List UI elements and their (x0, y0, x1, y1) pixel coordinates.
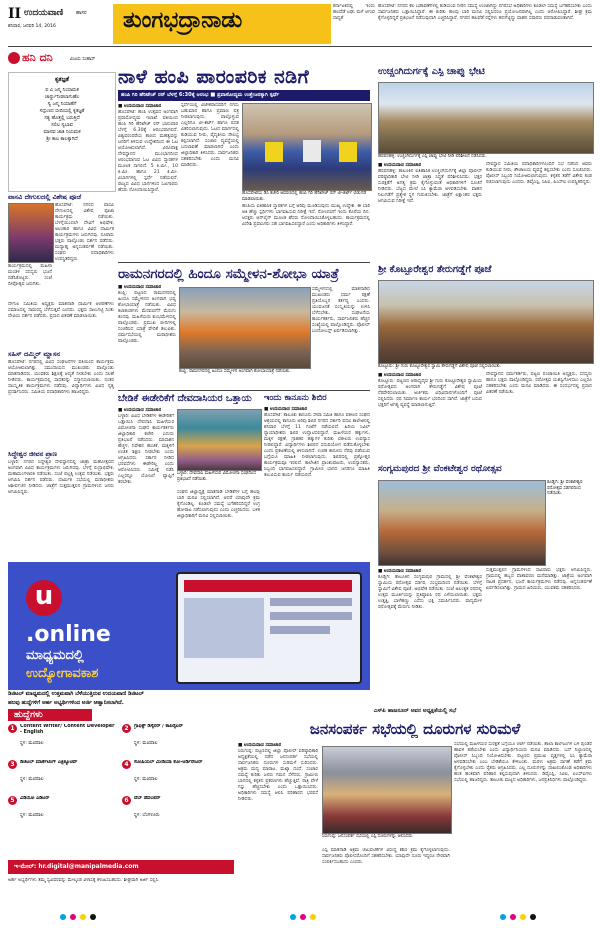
job-item[interactable] (122, 724, 242, 752)
poem-box-label: ಕೃತಜ್ಞತೆ (55, 76, 69, 83)
job-place: ಸ್ಥಳ: ಮಣಿಪಾಲ (20, 813, 44, 818)
ramnagar-photo (179, 287, 311, 369)
ramnagar-headline: ರಾಮನಗರದಲ್ಲಿ ಹಿಂದೂ ಸಮ್ಮೇಳನ-ಶೋಭಾ ಯಾತ್ರೆ (118, 266, 339, 282)
hampi-byline: ■ ಉದಯವಾಣಿ ಸಮಾಚಾರ (118, 104, 162, 109)
story-two-headline: ಸಹಿಸ್ ದಮ್ಮಿರ್ ಮ್ಹಾಸನ (8, 350, 61, 358)
uchangi-headline: ಉಚ್ಚಂಗಿದುರ್ಗಕ್ಕೆ ಎಸ್ಪಿ ಚಾಪ್ನು ಭೇಟಿ (378, 66, 485, 77)
job-item[interactable] (8, 760, 118, 788)
job-place: ಸ್ಥಳ: ಮಣಿಪಾಲ (20, 777, 44, 782)
ad-jobs-title: ಹುದ್ದೆಗಳು (14, 710, 43, 720)
kanoonu-headline: ಇಂದು ಕಾನೂನು ಶಿಬಿರ (264, 393, 327, 403)
ad-tagline: ಡಿಜಿಟಲ್ ಮಾಧ್ಯಮದಲ್ಲಿ ಉತ್ತಮವಾಗಿ ಬೆಳೆಯುತ್ತಿರುವ ಉದಯವಾಣಿ ಡಿಜಿಟಲ್ (8, 691, 144, 697)
feature-author: ವಿಜಯ ಸುಹಾಸ್ (70, 57, 96, 62)
sanyamapura-byline: ■ ಉದಯವಾಣಿ ಸಮಾಚಾರ (378, 569, 422, 574)
janasampark-byline: ■ ಉದಯವಾಣಿ ಸಮಾಚಾರ (238, 743, 282, 748)
kanoonu-byline: ■ ಉದಯವಾಣಿ ಸಮಾಚಾರ (264, 407, 308, 412)
uchangi-body-col1: ಹರಪನಹಳ್ಳಿ: ತಾಲೂಕಿನ ಐತಿಹಾಸಿಕ ಉಚ್ಚಂಗಿದುರ್ಗಕ್ಕೆ ಜಿಲ್ಲಾ ಪೊಲೀಸ್ ವರಿಷ್ಠಾಧಿಕಾರಿ ಭೇಟಿ ನೀಡಿ ಜಾತ್ರಾ ಸಿದ್ಧತೆ ಪರಿಶೀಲಿಸಿದರು. ಭಕ್ತರ ಸುರಕ್ಷತೆಗೆ ಅಗತ್ಯ ಕ್ರಮ ಕೈಗೊಳ್ಳುವಂತೆ ಅಧಿಕಾರಿಗಳಿಗೆ ಸೂಚನೆ ನೀಡಿದರು. ಬೆಟ್ಟದ ಮೇಲೆ ಸಿಸಿ ಕ್ಯಾಮೆರಾ ಅಳವಡಿಸಬೇಕು. ವಾಹನ ನಿಲುಗಡೆಗೆ ಪ್ರತ್ಯೇಕ ಸ್ಥಳ ಗುರುತಿಸಬೇಕು. ಜಾತ್ರೆಗೆ ಲಕ್ಷಾಂತರ ಭಕ್ತರು ಆಗಮಿಸುವ ನಿರೀಕ್ಷೆ ಇದೆ. (378, 169, 482, 204)
ad-fineprint: ಅರ್ಹ ಅಭ್ಯರ್ಥಿಗಳು ತಮ್ಮ ಸ್ವವಿವರವನ್ನು ಮೇಲ್ಕಂಡ ವಿಳಾಸಕ್ಕೆ ಕಳುಹಿಸಬಹುದು. ಶೀಘ್ರವಾಗಿ ಅರ್ಜಿ ಸಲ್ಲಿಸಿ. (8, 878, 160, 883)
hampi-headline: ನಾಳೆ ಹಂಪಿ ಪಾರಂಪರಿಕ ನಡಿಗೆ (118, 66, 310, 88)
ad-line-madhyama: ಮಾಧ್ಯಮದಲ್ಲಿ (26, 648, 84, 663)
story-three-headline: ಸಿದ್ಧೇಶ್ವರ ಜೀವನ ಪ್ರಾಣ (8, 450, 58, 458)
job-number: 2 (122, 724, 131, 733)
ad-monitor-line (270, 598, 352, 606)
hampi-body-col1: ಹೊಸಪೇಟೆ: ಹಂಪಿ ಉತ್ಸವದ ಅಂಗವಾಗಿ ಪ್ರವಾಸೋದ್ಯಮ ಇಲಾಖೆ ವತಿಯಿಂದ ಹಂಪಿ ಗಿರಿ ಹೆರಿಟೇಜ್ ರನ್ ಭಾನುವಾರ ಬೆಳಗ್ಗೆ 6.30ಕ್ಕೆ ಆರಂಭವಾಗಲಿದೆ. ವಿಶ್ವಪರಂಪರೆಯ ತಾಣದ ಮಹತ್ವವನ್ನು ಜನರಿಗೆ ತಿಳಿಸುವ ಉದ್ದೇಶದಿಂದ ಈ ಓಟ ಆಯೋಜಿಸಲಾಗಿದೆ. ವಿರೂಪಾಕ್ಷ ದೇವಸ್ಥಾನದ ಮುಂಭಾಗದಿಂದ ಆರಂಭವಾಗುವ ಓಟ ವಿವಿಧ ಸ್ಮಾರಕಗಳ ಮೂಲಕ ಸಾಗಲಿದೆ. 5 ಕಿ.ಮೀ., 10 ಕಿ.ಮೀ. ಹಾಗೂ 21 ಕಿ.ಮೀ. ವಿಭಾಗಗಳಲ್ಲಿ ಸ್ಪರ್ಧೆ ನಡೆಯಲಿದೆ. ರಾಜ್ಯದ ವಿವಿಧ ಭಾಗಗಳಿಂದ ಓಟಗಾರರು ಹೆಸರು ನೋಂದಾಯಿಸಿದ್ದಾರೆ. (118, 110, 178, 193)
temple-photo (8, 203, 54, 263)
story-two-body: ಹೊಸಪೇಟೆ: ನಗರದಲ್ಲಿ ವಿವಿಧ ಸಂಘಟನೆಗಳ ವತಿಯಿಂದ ಕಾರ್ಯಕ್ರಮ ಆಯೋಜಿಸಲಾಗಿತ್ತು. ಸಮುದಾಯದ ಮುಖಂಡರು ಪಾಲ್ಗೊಂಡು ಮಾತನಾಡಿದರು. ಯುವಕರು ಶಿಕ್ಷಣಕ್ಕೆ ಆದ್ಯತೆ ನೀಡಬೇಕು ಎಂದು ಸಲಹೆ ನೀಡಿದರು. ಕಾರ್ಯಕ್ರಮದಲ್ಲಿ ಸಾಧಕರನ್ನು ಸನ್ಮಾನಿಸಲಾಯಿತು. ನಂತರ ಸಾಂಸ್ಕೃತಿಕ ಕಾರ್ಯಕ್ರಮಗಳು ನಡೆದವು. ವಿದ್ಯಾರ್ಥಿಗಳು ವಿವಿಧ ನೃತ್ಯ ಪ್ರದರ್ಶಿಸಿದರು. ಸಮಿತಿಯ ಪದಾಧಿಕಾರಿಗಳು ಹಾಜರಿದ್ದರು. (8, 360, 114, 395)
magenta-dot-icon (70, 914, 76, 920)
magenta-dot-icon-3 (510, 914, 516, 920)
hampi-subhead-band (118, 90, 370, 101)
ramnagar-body-col2: ಸಮ್ಮೇಳನದಲ್ಲಿ ಮಾತನಾಡಿದ ಮುಖಂಡರು ಧರ್ಮ ರಕ್ಷಣೆ ಪ್ರತಿಯೊಬ್ಬರ ಕರ್ತವ್ಯ ಎಂದರು. ಯುವಜನತೆ ಸಂಸ್ಕೃತಿಯನ್ನು ಉಳಿಸಿ ಬೆಳೆಸಬೇಕು. ಸಂಘಟನೆಯ ಕಾರ್ಯಕರ್ತರು, ಸಾರ್ವಜನಿಕರು ಹೆಚ್ಚಿನ ಸಂಖ್ಯೆಯಲ್ಲಿ ಪಾಲ್ಗೊಂಡಿದ್ದರು. ಪೊಲೀಸ್ ಬಂದೋಬಸ್ತ್ ಏರ್ಪಡಿಸಲಾಗಿತ್ತು. (312, 287, 370, 334)
sanyamapura-body-col2: ಸುತ್ತಮುತ್ತಲಿನ ಗ್ರಾಮಗಳಿಂದ ಸಾವಿರಾರು ಭಕ್ತರು ಆಗಮಿಸಿದ್ದರು. ಗ್ರಾಮದಲ್ಲಿ ಹಬ್ಬದ ವಾತಾವರಣ ಮನೆಮಾಡಿತ್ತು. ಜಾತ್ರೆಯ ಅಂಗವಾಗಿ ನಾಟಕ ಪ್ರದರ್ಶನ, ಭಜನೆ ಕಾರ್ಯಕ್ರಮಗಳು ನಡೆದವು. ಅನ್ನಸಂತರ್ಪಣೆ ಏರ್ಪಡಿಸಲಾಗಿತ್ತು. ಗ್ರಾಮದ ಹಿರಿಯರು, ಯುವಕರು ಸಹಕರಿಸಿದರು. (486, 568, 592, 591)
ad-monitor-header (184, 580, 352, 592)
story-vasavi-body-2: ಕಾರ್ಯಕ್ರಮದಲ್ಲಿ ಮಹಿಳಾ ಮಂಡಳಿ ಸದಸ್ಯರು ಭಜನೆ ನಡೆಸಿಕೊಟ್ಟರು. ಸಂಜೆ ದೀಪೋತ್ಸವ ಜರುಗಿತು. (8, 264, 52, 287)
job-number: 5 (8, 796, 17, 805)
feature-title: ಹನಿ ದನಿ (22, 51, 53, 64)
masthead-weather: ಕರ್ನಾಟಕದಲ್ಲಿ ಇಂದು ಹಲವೆಡೆ ಲಘು ಮಳೆ ಆಗುವ ಸಾಧ್ಯತೆ (333, 4, 375, 21)
ad-line-online: .online (26, 622, 111, 647)
hampi-photo (242, 103, 372, 191)
bedike-body-col2: ಸಂಘದ ಜಿಲ್ಲಾಧ್ಯಕ್ಷೆ ಮಾತನಾಡಿ ಬೇಡಿಕೆಗಳ ಬಗ್ಗೆ ಹಲವು ಬಾರಿ ಮನವಿ ಸಲ್ಲಿಸಲಾಗಿದೆ. ಆದರೆ ಯಾವುದೇ ಕ್ರಮ ಕೈಗೊಂಡಿಲ್ಲ. ಕೂಡಲೇ ಸಮಸ್ಯೆ ಬಗೆಹರಿಸದಿದ್ದರೆ ಉಗ್ರ ಹೋರಾಟ ನಡೆಸಲಾಗುವುದು ಎಂದು ಎಚ್ಚರಿಸಿದರು. ಬಳಿಕ ಜಿಲ್ಲಾಧಿಕಾರಿಗೆ ಮನವಿ ಸಲ್ಲಿಸಲಾಯಿತು. (177, 490, 260, 519)
tshirt-yellow-icon (265, 142, 283, 162)
ad-email-band[interactable] (8, 860, 234, 874)
job-number: 1 (8, 724, 17, 733)
poem-box (8, 72, 116, 192)
kotturu-byline: ■ ಉದಯವಾಣಿ ಸಮಾಚಾರ (378, 373, 422, 378)
ad-monitor-line-3 (270, 626, 330, 634)
hani-dani-header (8, 50, 114, 70)
janasampark-tag: ಎಸ್‌ಪಿ ಹಾಜನೂರ್ ಅವರ ಅಧ್ಯಕ್ಷತೆಯಲ್ಲಿ ಸಭೆ (373, 708, 457, 714)
edition: ಹಾಸನ (76, 10, 87, 16)
tshirt-white-icon (303, 140, 321, 162)
yellow-dot-icon-3 (520, 914, 526, 920)
janasampark-headline: ಜನಸಂಪರ್ಕ ಸಭೆಯಲ್ಲಿ ದೂರುಗಳ ಸುರಿಮಳೆ (309, 720, 521, 738)
sanyamapura-caption: ಕೂಡ್ಲಿಗಿ: ಶ್ರೀ ವೆಂಕಟೇಶ್ವರ ರಥೋತ್ಸವ ಸಡಗರದಿಂದ ನಡೆಯಿತು. (547, 480, 583, 496)
page-number: II (8, 6, 22, 22)
kotturu-photo (378, 280, 594, 364)
story-three-body: ಬಳ್ಳಾರಿ: ನಗರದ ಸಿದ್ಧೇಶ್ವರ ದೇವಸ್ಥಾನದಲ್ಲಿ ಜಾತ್ರಾ ಮಹೋತ್ಸವದ ಅಂಗವಾಗಿ ವಿವಿಧ ಕಾರ್ಯಕ್ರಮಗಳು ಜರುಗಿದವು. ಬೆಳಗ್ಗೆ ರುದ್ರಾಭಿಷೇಕ, ಮಹಾಮಂಗಳಾರತಿ ನಡೆಯಿತು. ಸಂಜೆ ಪಲ್ಲಕ್ಕಿ ಉತ್ಸವ ನಡೆಯಿತು. ಭಕ್ತರು ಆಗಮಿಸಿ ದರ್ಶನ ಪಡೆದರು. ಧಾರ್ಮಿಕ ಸಭೆಯಲ್ಲಿ ಮಠಾಧೀಶರು ಆಶೀರ್ವಚನ ನೀಡಿದರು. ಜಾತ್ರೆಗೆ ಸುತ್ತಮುತ್ತಲಿನ ಗ್ರಾಮಗಳಿಂದ ಜನರು ಆಗಮಿಸಿದ್ದರು. (8, 460, 114, 495)
janasampark-caption: ಸಿರುಗುಪ್ಪ: ಜನಸಂಪರ್ಕ ಸಭೆಯಲ್ಲಿ ಎಸ್ಪಿ ದೂರುಗಳನ್ನು ಆಲಿಸಿದರು. (322, 834, 414, 839)
job-title: ಡಿಜಿಟಲ್ ಮಾರ್ಕೆಟಿಂಗ್ ಎಕ್ಸಿಕ್ಯೂಟಿವ್ (20, 760, 78, 765)
uchangi-photo (378, 82, 594, 154)
janasampark-photo (322, 746, 452, 834)
hampi-photo-caption: ಹೊಸಪೇಟೆಯ ಡಿಸಿ ಕಚೇರಿ ಆವರಣದಲ್ಲಿ ಹಂಪಿ ಗಿರಿ ಹೆರಿಟೇಜ್ ರನ್ ಟೀ-ಶರ್ಟ್ ಬಿಡುಗಡೆ ಮಾಡಲಾಯಿತು. (242, 191, 367, 202)
hampi-rule (118, 262, 370, 263)
janasampark-body-col1: ಸಿರುಗುಪ್ಪ: ಪಟ್ಟಣದಲ್ಲಿ ಜಿಲ್ಲಾ ಪೊಲೀಸ್ ವರಿಷ್ಠಾಧಿಕಾರಿ ಅಧ್ಯಕ್ಷತೆಯಲ್ಲಿ ನಡೆದ ಜನಸಂಪರ್ಕ ಸಭೆಯಲ್ಲಿ ಸಾರ್ವಜನಿಕರು ದೂರುಗಳ ಸುರಿಮಳೆ ಸುರಿಸಿದರು. ಅಕ್ರಮ ಮದ್ಯ ಮಾರಾಟ, ಮಟ್ಕಾ ದಂಧೆ, ಸಂಚಾರ ಸಮಸ್ಯೆ ಕುರಿತು ಜನರು ಗಮನ ಸೆಳೆದರು. ಗ್ರಾಮೀಣ ಭಾಗದಲ್ಲಿ ಕಳ್ಳತನ ಪ್ರಕರಣಗಳು ಹೆಚ್ಚುತ್ತಿವೆ. ರಾತ್ರಿ ವೇಳೆ ಗಸ್ತು ಹೆಚ್ಚಿಸಬೇಕು ಎಂದು ಒತ್ತಾಯಿಸಿದರು. ಅಧಿಕಾರಿಗಳು ಸಮಸ್ಯೆ ಆಲಿಸಿ ಪರಿಹಾರದ ಭರವಸೆ ನೀಡಿದರು. (238, 749, 318, 802)
job-place: ಸ್ಥಳ: ಬೆಂಗಳೂರು (134, 813, 160, 818)
sanyamapura-headline: ಸಂಗ್ಯಮಪುರದ ಶ್ರೀ ವೆಂಕಟೇಶ್ವರ ರಥೋತ್ಸವ (378, 464, 502, 474)
uchangi-body-col2: ದೇವಸ್ಥಾನ ಸಮಿತಿಯ ಪದಾಧಿಕಾರಿಗಳೊಂದಿಗೆ ಸಭೆ ನಡೆಸಿದ ಅವರು ಕುಡಿಯುವ ನೀರು, ಶೌಚಾಲಯ ವ್ಯವಸ್ಥೆ ಕಲ್ಪಿಸಬೇಕು ಎಂದು ಸೂಚಿಸಿದರು. ಪೊಲೀಸ್ ಸಿಬ್ಬಂದಿ ನಿಯೋಜಿಸಲಾಗುವುದು. ಕಳ್ಳತನ ತಡೆಗೆ ವಿಶೇಷ ತಂಡ ರಚಿಸಲಾಗುವುದು ಎಂದರು. ಡಿವೈಎಸ್ಪಿ, ಸಿಪಿಐ, ಪಿಎಸ್‌ಐ ಉಪಸ್ಥಿತರಿದ್ದರು. (486, 162, 592, 185)
job-title: ಗ್ರಾಫಿಕ್ಸ್ ಡಿಸೈನರ್ / ಕಾಪಿರೈಟರ್ (134, 724, 183, 729)
paper-name: ಉದಯವಾಣಿ (24, 8, 64, 18)
job-item[interactable] (122, 796, 242, 824)
ramnagar-caption: ಕಂಪ್ಲಿ: ರಾಮನಗರದಲ್ಲಿ ಹಿಂದೂ ಸಮ್ಮೇಳನ ಅಂಗವಾಗಿ ಶೋಭಾಯಾತ್ರೆ ನಡೆಯಿತು. (179, 369, 291, 374)
kotturu-headline: ಶ್ರೀ ಕೊಟ್ಟೂರೇಶ್ವರ ತೇರುಗಡ್ಡೆಗೆ ಪೂಜೆ (378, 264, 492, 275)
kanoonu-body: ಹೊಸಪೇಟೆ: ತಾಲೂಕು ಕಾನೂನು ಸೇವಾ ಸಮಿತಿ ಹಾಗೂ ವಕೀಲರ ಸಂಘದ ಆಶ್ರಯದಲ್ಲಿ ಕಾನೂನು ಅರಿವು ಶಿಬಿರ ನಗರದ ಸರ್ಕಾರಿ ಪದವಿ ಕಾಲೇಜಿನಲ್ಲಿ ಶನಿವಾರ ಬೆಳಗ್ಗೆ 11 ಗಂಟೆಗೆ ನಡೆಯಲಿದೆ. ಹಿರಿಯ ಸಿವಿಲ್ ನ್ಯಾಯಾಧೀಶರು ಶಿಬಿರ ಉದ್ಘಾಟಿಸಲಿದ್ದಾರೆ. ಮಹಿಳೆಯರ ಹಕ್ಕುಗಳು, ಮಕ್ಕಳ ರಕ್ಷಣೆ, ಗ್ರಾಹಕರ ಹಕ್ಕುಗಳ ಕುರಿತು ವಕೀಲರು ಉಪನ್ಯಾಸ ನೀಡಲಿದ್ದಾರೆ. ವಿದ್ಯಾರ್ಥಿಗಳು ಶಿಬಿರದ ಸದುಪಯೋಗ ಪಡೆದುಕೊಳ್ಳಬೇಕು ಎಂದು ಪ್ರಕಟಣೆಯಲ್ಲಿ ತಿಳಿಸಲಾಗಿದೆ. ಉಚಿತ ಕಾನೂನು ನೆರವು ಪಡೆಯುವ ಬಗ್ಗೆಯೂ ಮಾಹಿತಿ ನೀಡಲಾಗುವುದು. ಶಿಬಿರದಲ್ಲಿ ಪ್ರಶ್ನೋತ್ತರ ಕಾರ್ಯಕ್ರಮವೂ ಇರಲಿದೆ. ಕಾಲೇಜಿನ ಪ್ರಾಂಶುಪಾಲರು, ಉಪನ್ಯಾಸಕರು, ಸಿಬ್ಬಂದಿ ಭಾಗವಹಿಸಲಿದ್ದಾರೆ. ಗ್ರಾಮೀಣ ಭಾಗದ ಜನರಿಗೂ ಮಾಹಿತಿ ತಲುಪಿಸುವ ಕಾರ್ಯ ನಡೆಯಲಿದೆ. (264, 413, 370, 478)
sanyamapura-photo (378, 480, 546, 566)
black-dot-icon-3 (530, 914, 536, 920)
janasampark-body-col3: ಸಭೆಯಲ್ಲಿ ಮಹಿಳೆಯರ ಸುರಕ್ಷತೆ ಬಗ್ಗೆಯೂ ಚರ್ಚೆ ನಡೆಯಿತು. ಶಾಲಾ ಕಾಲೇಜುಗಳ ಬಳಿ ಪುಂಡರ ಹಾವಳಿ ತಡೆಯಬೇಕು ಎಂದು ವಿದ್ಯಾರ್ಥಿನಿಯರು ಮನವಿ ಮಾಡಿದರು. ಬಸ್ ನಿಲ್ದಾಣದಲ್ಲಿ ಪೊಲೀಸ್ ಸಿಬ್ಬಂದಿ ನಿಯೋಜಿಸಬೇಕು. ಪಟ್ಟಣದ ಪ್ರಮುಖ ವೃತ್ತಗಳಲ್ಲಿ ಸಿಸಿ ಕ್ಯಾಮೆರಾ ಅಳವಡಿಸಬೇಕು ಎಂಬ ಬೇಡಿಕೆಯೂ ಕೇಳಿಬಂತು. ಮರಳು ಅಕ್ರಮ ಸಾಗಣೆ ತಡೆಗೆ ಕ್ರಮ ಕೈಗೊಳ್ಳಬೇಕು ಎಂದು ರೈತರು ಆಗ್ರಹಿಸಿದರು. ಎಲ್ಲ ದೂರುಗಳನ್ನು ದಾಖಲಿಸಿಕೊಂಡ ಅಧಿಕಾರಿಗಳು ಹಂತ ಹಂತವಾಗಿ ಪರಿಹಾರ ಕಲ್ಪಿಸುವುದಾಗಿ ತಿಳಿಸಿದರು. ಡಿವೈಎಸ್ಪಿ, ಸಿಪಿಐ, ಪಿಎಸ್‌ಐಗಳು ಸಭೆಯಲ್ಲಿ ಹಾಜರಿದ್ದರು. ತಾಲೂಕು ಮಟ್ಟದ ಅಧಿಕಾರಿಗಳು, ಜನಪ್ರತಿನಿಧಿಗಳು ಪಾಲ್ಗೊಂಡಿದ್ದರು. (454, 742, 592, 783)
story-vasavi-headline: ವಾಸವಿ ದೇಗುಲದಲ್ಲಿ ವಿಶೇಷ ಪೂಜೆ (8, 193, 82, 201)
ramnagar-body-col1: ಕಂಪ್ಲಿ: ಪಟ್ಟಣದ ರಾಮನಗರದಲ್ಲಿ ಹಿಂದೂ ಸಮ್ಮೇಳನದ ಅಂಗವಾಗಿ ಭವ್ಯ ಶೋಭಾಯಾತ್ರೆ ನಡೆಯಿತು. ವಿವಿಧ ಕಲಾತಂಡಗಳು ಮೆರವಣಿಗೆಗೆ ಮೆರುಗು ತಂದವು. ಮಹಿಳೆಯರು ಕುಂಭಮೇಳದಲ್ಲಿ ಪಾಲ್ಗೊಂಡರು. ಪ್ರಮುಖ ಬೀದಿಗಳಲ್ಲಿ ಸಂಚರಿಸಿದ ಯಾತ್ರೆ ವೇದಿಕೆ ತಲುಪಿತು. ಧರ್ಮಸಭೆಯಲ್ಲಿ ಮಠಾಧೀಶರು ಪಾಲ್ಗೊಂಡರು. (118, 291, 176, 344)
job-title: ವೆಬ್ ಡೆವಲಪರ್ (134, 796, 161, 801)
tshirt-yellow-icon-2 (339, 142, 357, 162)
uchangi-byline: ■ ಉದಯವಾಣಿ ಸಮಾಚಾರ (378, 163, 422, 168)
black-dot-icon (90, 914, 96, 920)
yellow-dot-icon-2 (310, 914, 316, 920)
issue-date: ಶನಿವಾರ, ಜನವರಿ 14, 2016 (8, 24, 56, 29)
job-title: Content Writer/ Content Developer - English (20, 724, 115, 735)
ad-email[interactable]: ಇ-ಮೇಲ್: hr.digital@manipalmedia.com (14, 863, 139, 870)
job-place: ಸ್ಥಳ: ಮಣಿಪಾಲ (134, 777, 158, 782)
section-title: ತುಂಗಭದ್ರಾನಾಡು (123, 8, 243, 33)
job-number: 3 (8, 760, 17, 769)
bedike-photo (177, 409, 262, 471)
masthead-brief: ಹೊಸಪೇಟೆ: ನಗರದ ಕೆಲ ಬಡಾವಣೆಗಳಲ್ಲಿ ಕುಡಿಯುವ ನೀರಿನ ಸಮಸ್ಯೆ ಉಂಟಾಗಿದ್ದು ನಗರಸಭೆ ಅಧಿಕಾರಿಗಳು ಕೂಡಲೇ ಸಮಸ್ಯೆ ಬಗೆಹರಿಸಬೇಕು ಎಂದು ಸಾರ್ವಜನಿಕರು ಒತ್ತಾಯಿಸಿದ್ದಾರೆ. ಈ ಕುರಿತು ಹಲವು ಬಾರಿ ಮನವಿ ಸಲ್ಲಿಸಿದರೂ ಪ್ರಯೋಜನವಾಗಿಲ್ಲ ಎಂದು ಆರೋಪಿಸಿದ್ದಾರೆ. ಶೀಘ್ರ ಕ್ರಮ ಕೈಗೊಳ್ಳದಿದ್ದರೆ ಪ್ರತಿಭಟನೆ ನಡೆಸುವುದಾಗಿ ಎಚ್ಚರಿಸಿದ್ದಾರೆ. ನಗರದ ಹಲವೆಡೆ ರಸ್ತೆಗಳು ಹದಗೆಟ್ಟಿದ್ದು ವಾಹನ ಸವಾರರು ಪರದಾಡುವಂತಾಗಿದೆ. (378, 4, 592, 21)
drop-icon (8, 52, 20, 64)
ad-jobs-title-band (8, 709, 92, 721)
job-number: 6 (122, 796, 131, 805)
job-place: ಸ್ಥಳ: ಮಣಿಪಾಲ (134, 741, 158, 746)
ad-tagline-2: ಹಲವು ಹುದ್ದೆಗಳಿಗೆ ಅರ್ಹ ಅಭ್ಯರ್ಥಿಗಳಿಂದ ಅರ್ಜಿ ಆಹ್ವಾನಿಸಲಾಗಿದೆ. (8, 700, 124, 706)
cyan-dot-icon-2 (290, 914, 296, 920)
hampi-subhead: ಹಂಪಿ ಗಿರಿ ಹೆರಿಟೇಜ್ ರನ್ ಬೆಳಗ್ಗೆ 6:30ಕ್ಕೆ ಆರಂಭ ■ ಪ್ರವಾಸೋದ್ಯಮ ಉತ್ತೇಜನಕ್ಕಾಗಿ ಸ್ಪರ್ಧೆ (121, 92, 280, 98)
cyan-dot-icon-3 (500, 914, 506, 920)
print-color-marks (60, 912, 540, 922)
bedike-body-col1: ಬಳ್ಳಾರಿ: ವಿವಿಧ ಬೇಡಿಕೆಗಳ ಈಡೇರಿಕೆಗೆ ಒತ್ತಾಯಿಸಿ ದೇವದಾಸಿ ಮಹಿಳೆಯರ ವಿಮೋಚನಾ ಸಂಘದ ಕಾರ್ಯಕರ್ತರು ಜಿಲ್ಲಾಧಿಕಾರಿ ಕಚೇರಿ ಎದುರು ಪ್ರತಿಭಟನೆ ನಡೆಸಿದರು. ಮಾಸಾಶನ ಹೆಚ್ಚಳ, ನಿವೇಶನ ಹಂಚಿಕೆ, ಮಕ್ಕಳಿಗೆ ಉಚಿತ ಶಿಕ್ಷಣ ನೀಡಬೇಕು ಎಂದು ಆಗ್ರಹಿಸಿದರು. ಸರ್ಕಾರ ನೀಡಿದ ಭರವಸೆಗಳು ಈಡೇರಿಲ್ಲ ಎಂದು ಆರೋಪಿಸಿದರು. ಸಮೀಕ್ಷೆ ನಡೆಸಿ ಎಲ್ಲರನ್ನೂ ಯೋಜನೆ ವ್ಯಾಪ್ತಿಗೆ ತರಬೇಕು. (118, 414, 174, 485)
sanyamapura-body-col1: ಕೂಡ್ಲಿಗಿ: ತಾಲೂಕಿನ ಸಂಗ್ಯಮಪುರ ಗ್ರಾಮದಲ್ಲಿ ಶ್ರೀ ವೆಂಕಟೇಶ್ವರ ಸ್ವಾಮಿಯ ರಥೋತ್ಸವ ಸಡಗರ, ಸಂಭ್ರಮದಿಂದ ನಡೆಯಿತು. ಬೆಳಗ್ಗೆ ಸ್ವಾಮಿಗೆ ವಿಶೇಷ ಪೂಜೆ, ಅಭಿಷೇಕ ನಡೆಯಿತು. ಸಂಜೆ ಅಲಂಕೃತ ರಥದಲ್ಲಿ ಉತ್ಸವ ಮೂರ್ತಿಯನ್ನು ಪ್ರತಿಷ್ಠಾಪಿಸಿ ರಥ ಎಳೆಯಲಾಯಿತು. ಭಕ್ತರು ಉತ್ತತ್ತಿ, ಬಾಳೆಹಣ್ಣು ಎಸೆದು ಭಕ್ತಿ ಸಮರ್ಪಿಸಿದರು. ವಾದ್ಯಮೇಳ ರಥೋತ್ಸವಕ್ಕೆ ಮೆರುಗು ನೀಡಿತು. (378, 575, 482, 610)
poem-text: ಪ ವಿ ಜನ್ಮ ನಿಯಾಮಕ ಚಾರ್ರ್ದುನೀಡಲಾಗುಹೆಲ ಸ್ವ ಜನ್ಮ ನಿಯಾಹೆಗೆ ಸದ್ಗುಣದ ಬೀದಿಯಲ್ಲಿ ಕೃತಜ್ಞತೆ ಸತ್ಯ ಹೊತ್ತಲ್ಲಿ ಬರುತ್ತಿದೆ ಸಲಿಲ ಸ್ವಭಾವ ಮಾನವ ಜಾತಿ ನಿಯಮಕ ಶ್ರೀ ಕಾಲ ಕಾಲಕ್ಕಾಗಿದೆ (39, 88, 85, 142)
bedike-caption: ಬಳ್ಳಾರಿ: ದೇವದಾಸಿ ಮಹಿಳೆಯರ ವಿಮೋಚನಾ ಸಂಘದಿಂದ ಪ್ರತಿಭಟನೆ ನಡೆಯಿತು. (177, 471, 257, 482)
kotturu-body-col2: ದೇವಸ್ಥಾನದ ಧರ್ಮಕರ್ತರು, ಪಟ್ಟಣ ಪಂಚಾಯಿತಿ ಅಧ್ಯಕ್ಷರು, ಸದಸ್ಯರು ಹಾಗೂ ಭಕ್ತರು ಪಾಲ್ಗೊಂಡಿದ್ದರು. ರಥೋತ್ಸವ ಯಶಸ್ವಿಗೊಳಿಸಲು ಎಲ್ಲರೂ ಸಹಕರಿಸಬೇಕು ಎಂದು ಮನವಿ ಮಾಡಿದರು. ಈ ಸಂದರ್ಭದಲ್ಲಿ ಪ್ರಸಾದ ವಿತರಣೆ ನಡೆಯಿತು. (486, 372, 592, 395)
kotturu-body-col1: ಕೊಟ್ಟೂರು: ಪಟ್ಟಣದ ಆರಾಧ್ಯದೈವ ಶ್ರೀ ಗುರು ಕೊಟ್ಟೂರೇಶ್ವರ ಸ್ವಾಮಿಯ ರಥೋತ್ಸವದ ಅಂಗವಾಗಿ ತೇರುಗಡ್ಡೆಗೆ ವಿಶೇಷ ಪೂಜೆ ನೆರವೇರಿಸಲಾಯಿತು. ಅರ್ಚಕರು ವಿಧಿವಿಧಾನಗಳೊಂದಿಗೆ ಪೂಜೆ ಸಲ್ಲಿಸಿದರು. ರಥ ನಿರ್ಮಾಣ ಕಾರ್ಯ ಭರದಿಂದ ಸಾಗಿದೆ. ಜಾತ್ರೆಗೆ ಬರುವ ಭಕ್ತರಿಗೆ ಅಗತ್ಯ ವ್ಯವಸ್ಥೆ ಮಾಡಲಾಗುತ್ತಿದೆ. (378, 379, 482, 408)
ad-logo-icon: u (26, 580, 62, 616)
ad-monitor-line-2 (270, 612, 352, 620)
job-number: 4 (122, 760, 131, 769)
section-title-band (113, 4, 331, 44)
bedike-byline: ■ ಉದಯವಾಣಿ ಸಮಾಚಾರ (118, 408, 162, 413)
job-place: ಸ್ಥಳ: ಮಣಿಪಾಲ (20, 741, 44, 746)
hampi-body-col3: ಹಂಪಿಯ ಐತಿಹಾಸಿಕ ಸ್ಮಾರಕಗಳ ಬಗ್ಗೆ ಅರಿವು ಮೂಡಿಸುವುದು ಮುಖ್ಯ ಉದ್ದೇಶ. ಈ ಬಾರಿ ಅತಿ ಹೆಚ್ಚು ಸ್ಪರ್ಧಿಗಳು ಭಾಗವಹಿಸುವ ನಿರೀಕ್ಷೆ ಇದೆ. ನೋಂದಣಿಗೆ ಇಂದು ಕೊನೆಯ ದಿನ. ಆಸಕ್ತರು ಆನ್‌ಲೈನ್ ಮೂಲಕ ಹೆಸರು ನೋಂದಾಯಿಸಿಕೊಳ್ಳಬಹುದು. ಕಾರ್ಯಕ್ರಮದಲ್ಲಿ ವಿದೇಶಿ ಪ್ರವಾಸಿಗರು ಸಹ ಭಾಗವಹಿಸಲಿದ್ದಾರೆ ಎಂದು ಅಧಿಕಾರಿಗಳು ತಿಳಿಸಿದ್ದಾರೆ. (242, 204, 370, 227)
cyan-dot-icon (60, 914, 66, 920)
job-item[interactable] (8, 724, 118, 752)
yellow-dot-icon (80, 914, 86, 920)
janasampark-body-col2: ಎಸ್ಪಿ ಮಾತನಾಡಿ ಅಕ್ರಮ ಚಟುವಟಿಕೆಗಳ ವಿರುದ್ಧ ಕಠಿಣ ಕ್ರಮ ಕೈಗೊಳ್ಳಲಾಗುವುದು. ಸಾರ್ವಜನಿಕರು ಪೊಲೀಸರೊಂದಿಗೆ ಸಹಕರಿಸಬೇಕು. ಯಾವುದೇ ದೂರು ಇದ್ದರೂ ನೇರವಾಗಿ ಸಂಪರ್ಕಿಸಬಹುದು ಎಂದರು. (322, 848, 450, 865)
ramnagar-byline: ■ ಉದಯವಾಣಿ ಸಮಾಚಾರ (118, 285, 162, 290)
magenta-dot-icon-2 (300, 914, 306, 920)
ad-monitor-panel (184, 598, 264, 658)
kotturu-caption: ಕೊಟ್ಟೂರು: ಶ್ರೀ ಗುರು ಕೊಟ್ಟೂರೇಶ್ವರ ಸ್ವಾಮಿ ತೇರುಗಡ್ಡೆಗೆ ವಿಶೇಷ ಪೂಜೆ ಸಲ್ಲಿಸಲಾಯಿತು. (378, 364, 502, 369)
ad-banner[interactable] (8, 562, 370, 690)
job-title: ಸೋಷಿಯಲ್ ಮೀಡಿಯಾ ಕೋ-ಆರ್ಡಿನೇಟರ್ (134, 760, 203, 765)
ramnagar-rule (118, 390, 370, 391)
bedike-headline: ಬೇಡಿಕೆ ಈಡೇರಿಕೆಗೆ ದೇವದಾಸಿಯರ ಒತ್ತಾಯ (118, 393, 252, 404)
job-title: ವಿಡಿಯೋ ಎಡಿಟರ್ (20, 796, 50, 801)
ad-line-udyoga: ಉದ್ಯೋಗಾವಕಾಶ (26, 666, 99, 681)
ad-monitor-icon (176, 572, 362, 684)
masthead-left (8, 6, 112, 32)
uchangi-caption: ಹರಪನಹಳ್ಳಿ: ಉಚ್ಚಂಗಿದುರ್ಗಕ್ಕೆ ಎಸ್ಪಿ ಚಾಪ್ನು ಭೇಟಿ ನೀಡಿ ಪರಿಶೀಲನೆ ನಡೆಸಿದರು. (378, 154, 487, 159)
hampi-body-col2: ಸ್ಪರ್ಧೆಯಲ್ಲಿ ವಿಜೇತರಾದವರಿಗೆ ನಗದು ಬಹುಮಾನ ಹಾಗೂ ಪ್ರಮಾಣ ಪತ್ರ ನೀಡಲಾಗುವುದು. ಪಾಲ್ಗೊಳ್ಳುವ ಎಲ್ಲರಿಗೂ ಟೀ-ಶರ್ಟ್ ಹಾಗೂ ಪದಕ ವಿತರಿಸಲಾಗುವುದು. ಓಟದ ಮಾರ್ಗದಲ್ಲಿ ಕುಡಿಯುವ ನೀರು, ವೈದ್ಯಕೀಯ ಸೌಲಭ್ಯ ಕಲ್ಪಿಸಲಾಗಿದೆ. ಸಂಚಾರ ವ್ಯವಸ್ಥೆಯಲ್ಲಿ ಬದಲಾವಣೆ ಮಾಡಲಾಗಿದೆ ಎಂದು ಜಿಲ್ಲಾಧಿಕಾರಿ ತಿಳಿಸಿದರು. ಸಾರ್ವಜನಿಕರು ಸಹಕರಿಸಬೇಕು ಎಂದು ಮನವಿ ಮಾಡಿದರು. (181, 103, 239, 168)
masthead-rule (8, 46, 592, 47)
story-vasavi-body: ಹೊಸಪೇಟೆ: ನಗರದ ವಾಸವಿ ದೇಗುಲದಲ್ಲಿ ವಿಶೇಷ ಪೂಜಾ ಕಾರ್ಯಕ್ರಮ ನಡೆಯಿತು. ಬೆಳಗ್ಗೆಯಿಂದಲೇ ದೇವಿಗೆ ಅಭಿಷೇಕ, ಅಲಂಕಾರ ಹಾಗೂ ವಿವಿಧ ಧಾರ್ಮಿಕ ಕಾರ್ಯಕ್ರಮಗಳು ಜರುಗಿದವು. ನೂರಾರು ಭಕ್ತರು ಪಾಲ್ಗೊಂಡು ದರ್ಶನ ಪಡೆದರು. ಮಧ್ಯಾಹ್ನ ಅನ್ನಸಂತರ್ಪಣೆ ನಡೆಯಿತು. ಸಂಘದ ಪದಾಧಿಕಾರಿಗಳು ಉಪಸ್ಥಿತರಿದ್ದರು. (55, 203, 114, 262)
story-vasavi-body-3: ದೇಗುಲ ಸಮಿತಿಯ ಅಧ್ಯಕ್ಷರು ಮಾತನಾಡಿ ಧಾರ್ಮಿಕ ಆಚರಣೆಗಳು ಸಮಾಜದಲ್ಲಿ ಸಾಮರಸ್ಯ ಬೆಳೆಸುತ್ತವೆ ಎಂದರು. ಭಕ್ತರು ಸಾಲುಗಟ್ಟಿ ನಿಂತು ದೇವಿಯ ದರ್ಶನ ಪಡೆದರು. ಪ್ರಸಾದ ವಿತರಣೆ ಮಾಡಲಾಯಿತು. (8, 302, 114, 319)
job-item[interactable] (8, 796, 118, 824)
job-item[interactable] (122, 760, 242, 788)
